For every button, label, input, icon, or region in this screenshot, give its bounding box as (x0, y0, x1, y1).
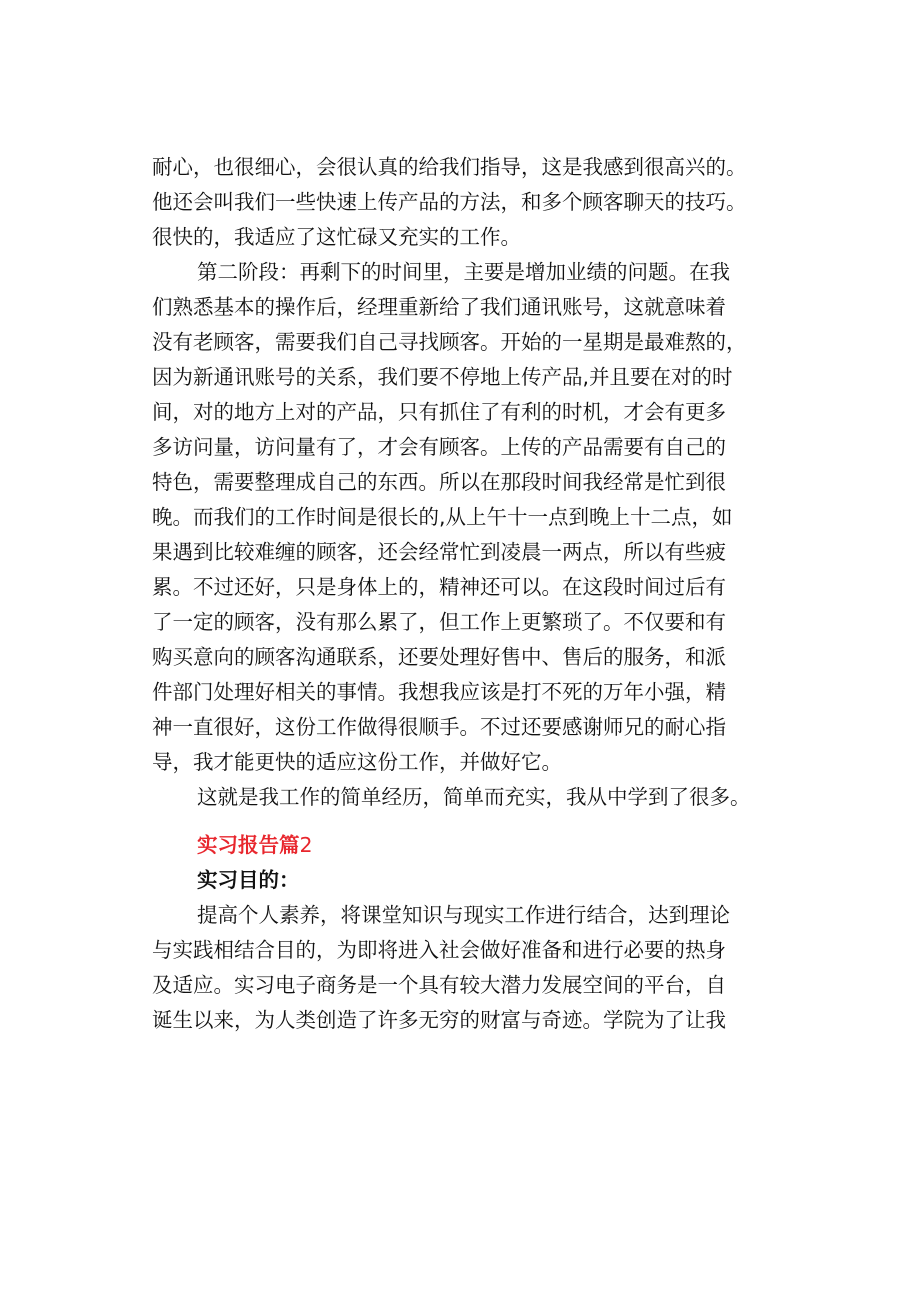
paragraph-1 (152, 150, 772, 255)
text-line: 了一定的顾客，没有那么累了，但工作上更繁琐了。不仅要和有 (152, 610, 726, 634)
text-line: 他还会叫我们一些快速上传产品的方法，和多个顾客聊天的技巧。 (152, 190, 747, 214)
text-line: 很快的，我适应了这忙碌又充实的工作。 (152, 225, 521, 249)
text-line: 与实践相结合目的，为即将进入社会做好准备和进行必要的热身 (152, 938, 726, 962)
section-heading-text: 实习报告篇 (197, 833, 300, 857)
text-line: 耐心，也很细心，会很认真的给我们指导，这是我感到很高兴的。 (152, 155, 747, 179)
text-line: 累。不过还好，只是身体上的，精神还可以。在这段时间过后有 (152, 575, 726, 599)
text-line: 因为新通讯账号的关系，我们要不停地上传产品,并且要在对的时 (152, 365, 733, 389)
text-line: 晚。而我们的工作时间是很长的,从上午十一点到晚上十二点，如 (152, 505, 733, 529)
text-line: 提高个人素养，将课堂知识与现实工作进行结合，达到理论 (197, 903, 730, 927)
text-line: 件部门处理好相关的事情。我想我应该是打不死的万年小强，精 (152, 680, 726, 704)
text-line: 这就是我工作的简单经历，简单而充实，我从中学到了很多。 (197, 785, 751, 809)
paragraph-4 (152, 898, 772, 1038)
text-line: 间，对的地方上对的产品，只有抓住了有利的时机，才会有更多 (152, 400, 726, 424)
text-line: 多访问量，访问量有了，才会有顾客。上传的产品需要有自己的 (152, 435, 726, 459)
text-line: 们熟悉基本的操作后，经理重新给了我们通讯账号，这就意味着 (152, 295, 726, 319)
text-line: 导，我才能更快的适应这份工作，并做好它。 (152, 750, 562, 774)
text-line: 没有老顾客，需要我们自己寻找顾客。开始的一星期是最难熬的， (152, 330, 747, 354)
paragraph-3 (152, 780, 772, 815)
sub-heading: 实习目的： (197, 868, 300, 892)
text-line: 及适应。实习电子商务是一个具有较大潜力发展空间的平台，自 (152, 973, 726, 997)
section-heading-number: 2 (299, 833, 313, 857)
text-line: 果遇到比较难缠的顾客，还会经常忙到凌晨一两点，所以有些疲 (152, 540, 726, 564)
document-page (152, 150, 772, 1038)
paragraph-2 (152, 255, 772, 780)
text-line: 诞生以来，为人类创造了许多无穷的财富与奇迹。学院为了让我 (152, 1008, 726, 1032)
text-line: 特色，需要整理成自己的东西。所以在那段时间我经常是忙到很 (152, 470, 726, 494)
text-line: 购买意向的顾客沟通联系，还要处理好售中、售后的服务，和派 (152, 645, 726, 669)
text-line: 神一直很好，这份工作做得很顺手。不过还要感谢师兄的耐心指 (152, 715, 726, 739)
text-line: 第二阶段：再剩下的时间里，主要是增加业绩的问题。在我 (197, 260, 730, 284)
section-heading (152, 828, 772, 863)
